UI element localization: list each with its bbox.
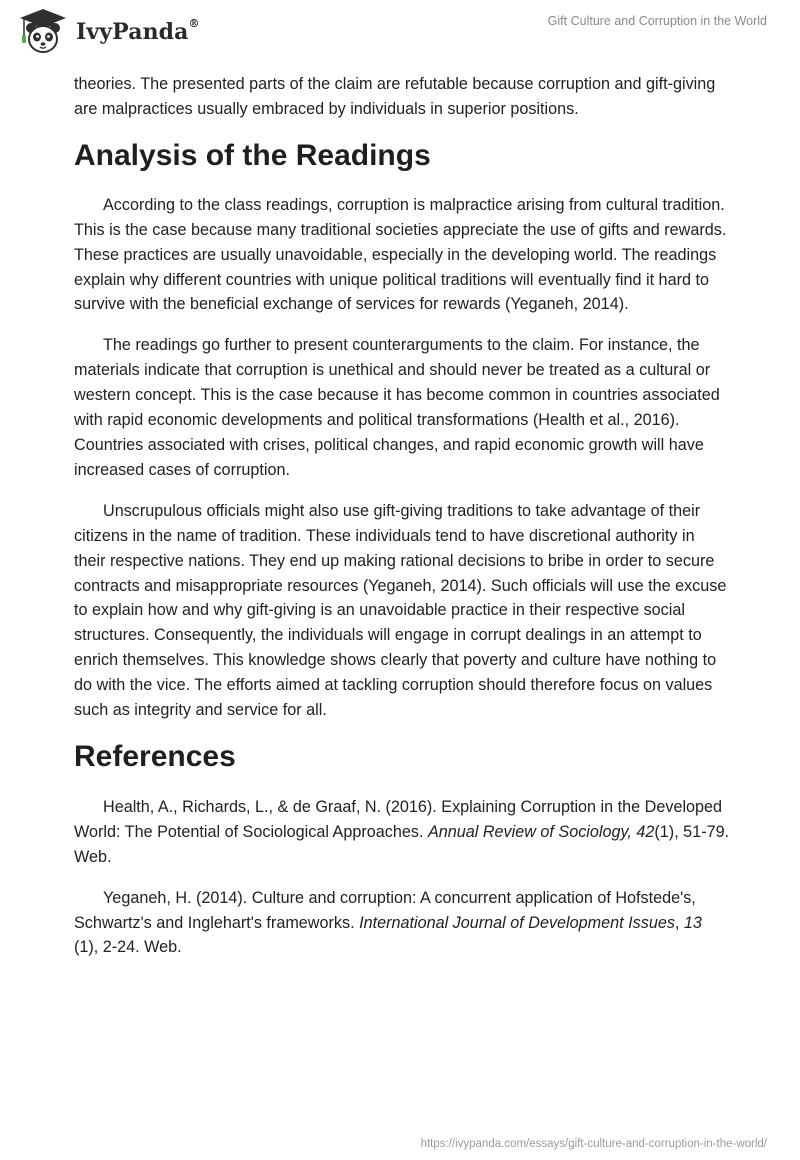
reference-text: , bbox=[674, 913, 684, 932]
reference-journal: International Journal of Development Issues bbox=[359, 913, 675, 932]
essay-content bbox=[74, 72, 730, 976]
brand-logo[interactable] bbox=[14, 6, 200, 56]
reference-journal: Annual Review of Sociology, 42 bbox=[427, 822, 655, 841]
page-header bbox=[0, 0, 800, 70]
analysis-heading: Analysis of the Readings bbox=[74, 138, 431, 172]
brand-name: IvyPanda® bbox=[76, 17, 200, 45]
references-heading: References bbox=[74, 739, 236, 773]
reference-text: Yeganeh, H. (2014). Culture and corruption: A concurrent application of Hofstede's, Schwartz's and Inglehart's frameworks. bbox=[74, 888, 696, 932]
reference-text: (1), 2-24. Web. bbox=[74, 938, 182, 957]
source-url[interactable]: https://ivypanda.com/essays/gift-culture-and-corruption-in-the-world/ bbox=[420, 1138, 767, 1150]
panda-graduate-icon bbox=[14, 6, 72, 56]
reference-entry bbox=[74, 795, 730, 870]
reference-text: (1), 51-79. Web. bbox=[74, 822, 730, 866]
analysis-paragraph: The readings go further to present counterarguments to the claim. For instance, the materials indicate that corruption is unethical and should never be treated as a cultural or western concept. This is the case because it has become common in countries associated with rapid economic developments and political transformations (Health et al., 2016). Countries associated with crises, political changes, and rapid economic growth will have increased cases of corruption. bbox=[74, 336, 720, 479]
reference-volume: 13 bbox=[683, 913, 702, 932]
reference-text: Health, A., Richards, L., & de Graaf, N. (2016). Explaining Corruption in the Developed World: The Potential of Sociological Approaches. bbox=[74, 797, 723, 841]
reference-entry bbox=[74, 886, 730, 961]
intro-paragraph: theories. The presented parts of the claim are refutable because corruption and gift-giving are malpractices usually embraced by individuals in superior positions. bbox=[74, 75, 716, 118]
analysis-paragraph: Unscrupulous officials might also use gift-giving traditions to take advantage of their citizens in the name of tradition. These individuals tend to have discretional authority in their respective nations. They end up making rational decisions to bribe in order to secure contracts and misappropriate resources (Yeganeh, 2014). Such officials will use the excuse to explain how and why gift-giving is an unavoidable practice in their respective social structures. Consequently, the individuals will engage in corrupt dealings in an attempt to enrich themselves. This knowledge shows clearly that poverty and culture have nothing to do with the vice. The efforts aimed at tackling corruption should therefore focus on values such as integrity and service for all. bbox=[74, 501, 727, 720]
document-title: Gift Culture and Corruption in the World bbox=[547, 14, 767, 28]
analysis-paragraph: According to the class readings, corruption is malpractice arising from cultural tradition. This is the case because many traditional societies appreciate the use of gifts and rewards. These practices are usually unavoidable, especially in the developing world. The readings explain why different countries with unique political traditions will eventually find it hard to survive with the beneficial exchange of services for rewards (Yeganeh, 2014). bbox=[74, 195, 727, 314]
